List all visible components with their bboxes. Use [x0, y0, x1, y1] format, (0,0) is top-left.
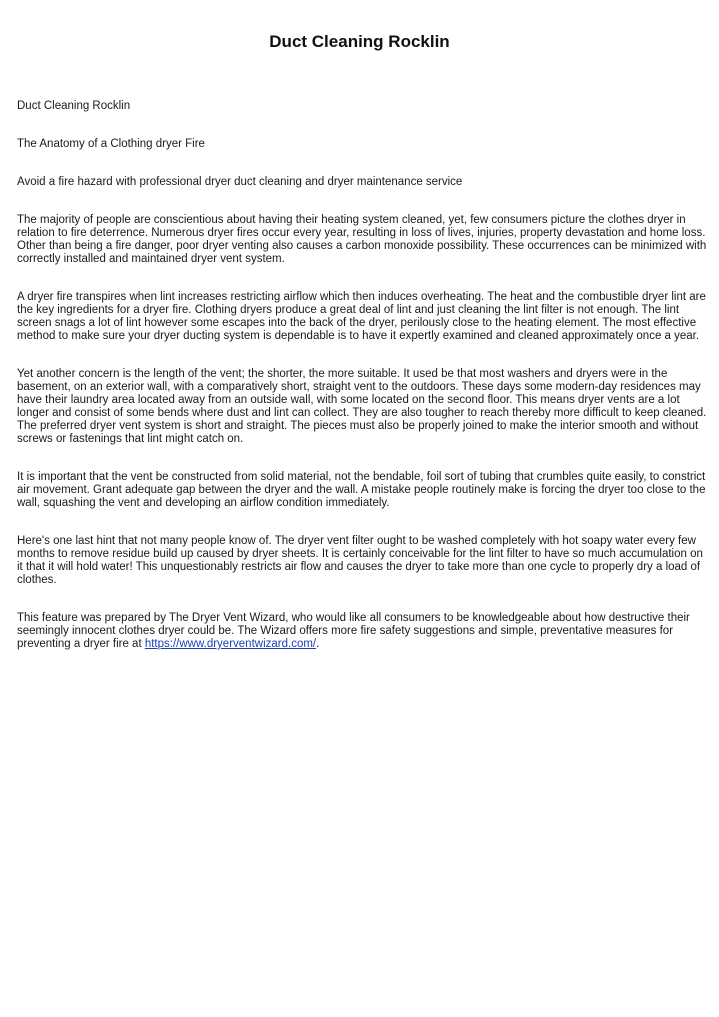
paragraph-vent-length: Yet another concern is the length of the vent; the shorter, the more suitable. It used be that most washers and dryers were in the basement, on an exterior wall, with a comparatively short, straight vent to the outdoors. These days some modern-day residences may have their laundry area located away from an outside wall, with some located on the second floor. This means dryer vents are a lot longer and consist of some bends where dust and lint can collect. They are also tougher to reach thereby more difficult to keep cleaned. The preferred dryer vent system is short and straight. The pieces must also be properly joined to make the interior smooth and without screws or fastenings that lint might catch on.	[17, 368, 707, 445]
credit-text: This feature was prepared by The Dryer Vent Wizard, who would like all consumers to be knowledgeable about how destructive their seemingly innocent clothes dryer could be. The Wizard offers more fire safety suggestions and simple, preventative measures for preventing a dryer fire at	[17, 612, 690, 650]
document-body	[17, 100, 707, 676]
page-title: Duct Cleaning Rocklin	[269, 32, 450, 51]
paragraph-filter-hint: Here's one last hint that not many people know of. The dryer vent filter ought to be washed completely with hot soapy water every few months to remove residue build up caused by dryer sheets. It is certainly conceivable for the lint filter to have so much accumulation on it that it will hold water! This unquestionably restricts air flow and causes the dryer to take more than one cycle to properly dry a load of clothes.	[17, 535, 703, 586]
paragraph-fire-cause: A dryer fire transpires when lint increases restricting airflow which then induces overheating. The heat and the combustible dryer lint are the key ingredients for a dryer fire. Clothing dryers produce a great deal of lint and just cleaning the lint filter is not enough. The lint screen snags a lot of lint however some escapes into the back of the dryer, perilously close to the heating element. The most effective method to make sure your dryer ducting system is dependable is to have it expertly examined and cleaned approximately once a year.	[17, 291, 706, 342]
paragraph-intro: The majority of people are conscientious about having their heating system cleaned, yet, few consumers picture the clothes dryer in relation to fire deterrence. Numerous dryer fires occur every year, resulting in loss of lives, injuries, property devastation and home loss. Other than being a fire danger, poor dryer venting also causes a carbon monoxide possibility. These occurrences can be minimized with correctly installed and maintained dryer vent system.	[17, 214, 707, 265]
paragraph-tagline: Avoid a fire hazard with professional dryer duct cleaning and dryer maintenance service	[17, 176, 463, 188]
paragraph-credit	[17, 612, 707, 651]
dryer-vent-wizard-link[interactable]: https://www.dryerventwizard.com/	[144, 638, 317, 650]
paragraph-heading: Duct Cleaning Rocklin	[17, 100, 131, 112]
paragraph-vent-material: It is important that the vent be constructed from solid material, not the bendable, foil sort of tubing that crumbles quite easily, to constrict air movement. Grant adequate gap between the dryer and the wall. A mistake people routinely make is forcing the dryer too close to the wall, squashing the vent and developing an airflow condition immediately.	[17, 471, 706, 509]
credit-suffix: .	[316, 638, 320, 650]
paragraph-subheading: The Anatomy of a Clothing dryer Fire	[17, 138, 205, 150]
